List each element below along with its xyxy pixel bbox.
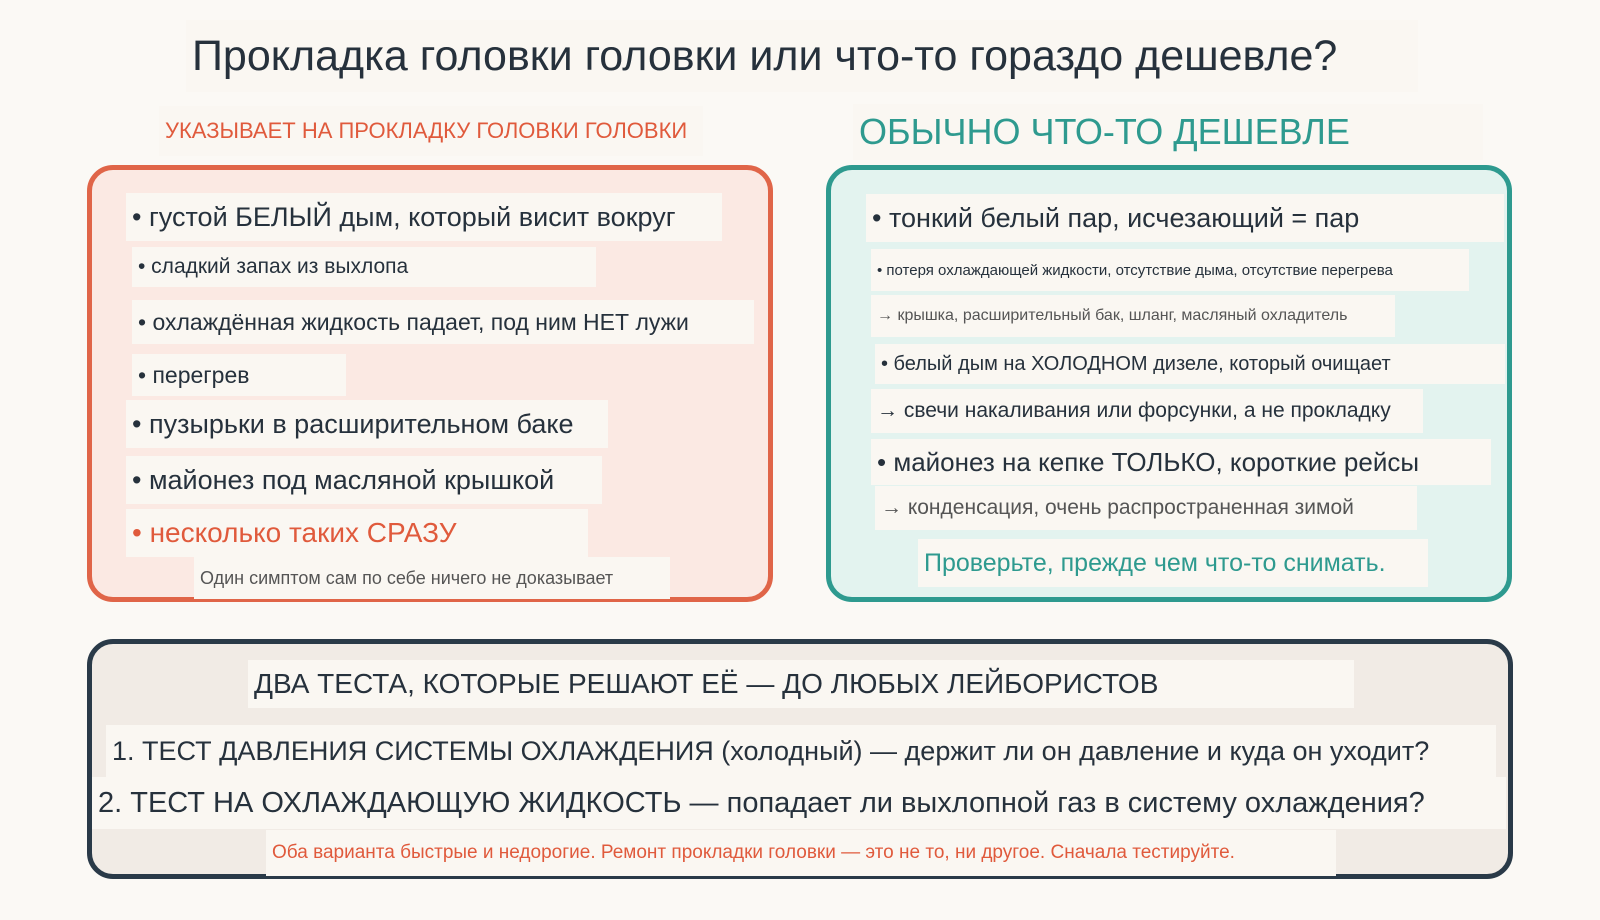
left-item: • майонез под масляной крышкой <box>126 456 602 504</box>
right-item: • белый дым на ХОЛОДНОМ дизеле, который очищает <box>875 344 1505 384</box>
test-1: 1. ТЕСТ ДАВЛЕНИЯ СИСТЕМЫ ОХЛАЖДЕНИЯ (холодный) — держит ли он давление и куда он уходит? <box>106 725 1496 777</box>
right-item: • тонкий белый пар, исчезающий = пар <box>866 194 1504 242</box>
left-item: • густой БЕЛЫЙ дым, который висит вокруг <box>126 193 722 241</box>
right-item-arrow: → свечи накаливания или форсунки, а не прокладку <box>871 389 1423 433</box>
right-note: Проверьте, прежде чем что-то снимать. <box>918 539 1428 587</box>
left-note: Один симптом сам по себе ничего не доказывает <box>194 557 670 599</box>
tests-heading: ДВА ТЕСТА, КОТОРЫЕ РЕШАЮТ ЕЁ — ДО ЛЮБЫХ ЛЕЙБОРИСТОВ <box>248 660 1354 708</box>
left-item: • перегрев <box>132 354 346 396</box>
right-item-arrow: → конденсация, очень распространенная зимой <box>875 486 1417 530</box>
left-item: • сладкий запах из выхлопа <box>132 247 596 287</box>
page-title: Прокладка головки головки или что-то гораздо дешевле? <box>186 20 1418 92</box>
right-heading: ОБЫЧНО ЧТО-ТО ДЕШЕВЛЕ <box>853 104 1483 160</box>
test-2: 2. ТЕСТ НА ОХЛАЖДАЮЩУЮ ЖИДКОСТЬ — попадает ли выхлопной газ в систему охлаждения? <box>92 777 1506 829</box>
left-heading: УКАЗЫВАЕТ НА ПРОКЛАДКУ ГОЛОВКИ ГОЛОВКИ <box>159 106 703 156</box>
left-item: • пузырьки в расширительном баке <box>126 400 608 448</box>
left-item: • охлаждённая жидкость падает, под ним НЕТ лужи <box>132 300 754 344</box>
right-item-arrow: → крышка, расширительный бак, шланг, масляный охладитель <box>871 295 1395 337</box>
right-item: • потеря охлаждающей жидкости, отсутствие дыма, отсутствие перегрева <box>871 249 1469 291</box>
right-item: • майонез на кепке ТОЛЬКО, короткие рейсы <box>871 439 1491 485</box>
tests-note: Оба варианта быстрые и недорогие. Ремонт прокладки головки — это не то, ни другое. Сначала тестируйте. <box>266 830 1336 876</box>
left-item-highlight: • несколько таких СРАЗУ <box>126 509 588 557</box>
